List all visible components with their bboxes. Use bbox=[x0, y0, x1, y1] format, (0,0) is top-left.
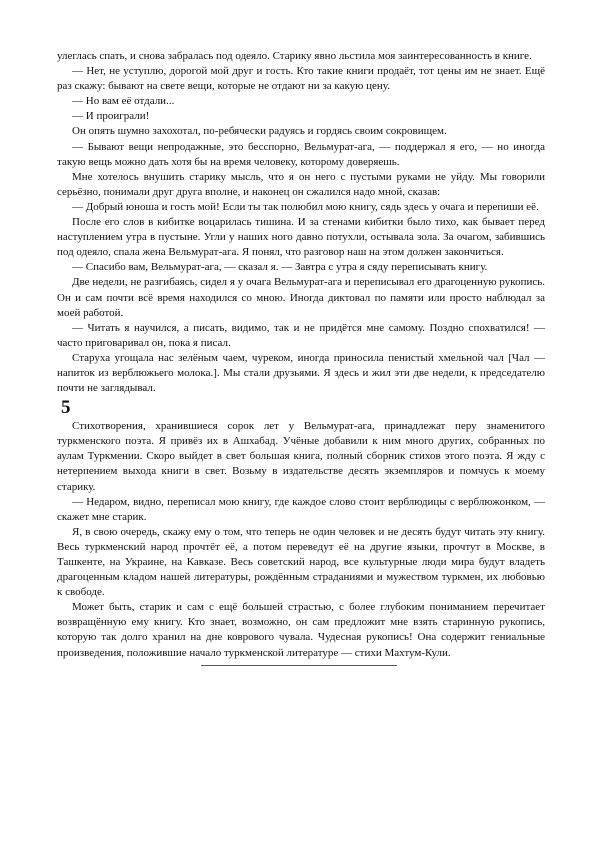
paragraph: — Нет, не уступлю, дорогой мой друг и гость. Кто такие книги продаёт, тот цены им не знает. Ещё раз скажу: бывают на свете вещи, которые не отдают ни за какую цену. bbox=[57, 65, 545, 93]
paragraph: улеглась спать, и снова забралась под одеяло. Старику явно льстила моя заинтересованность в книге. bbox=[57, 50, 532, 62]
paragraph: Стихотворения, хранившиеся сорок лет у Вельмурат-ага, принадлежат перу знаменитого туркменского поэта. Я привёз их в Ашхабад. Учёные добавили к ним много других, собранных по аулам Туркмении. Скоро выйдет в свет большая книга, полный сборник стихов этого поэта. Я жду с нетерпением выхода книги в свет. Возьму в издательстве десять экземпляров и помчусь к моему старику. bbox=[57, 420, 545, 493]
chapter-4-ending bbox=[57, 49, 545, 396]
document-page bbox=[57, 49, 545, 666]
paragraph: — Но вам её отдали... bbox=[72, 95, 175, 108]
paragraph: — Недаром, видно, переписал мою книгу, где каждое слово стоит верблюдицы с верблюжонком, — скажет мне старик. bbox=[57, 495, 545, 523]
paragraph: — Спасибо вам, Вельмурат-ага, — сказал я. — Завтра с утра я сяду переписывать книгу. bbox=[72, 261, 488, 274]
paragraph: — Бывают вещи непродажные, это бесспорно, Вельмурат-ага, — поддержал я его, — но иногда такую вещь можно дать хотя бы на время человеку, которому доверяешь. bbox=[57, 140, 545, 168]
end-divider bbox=[201, 665, 397, 666]
paragraph: Две недели, не разгибаясь, сидел я у очага Вельмурат-ага и переписывал его драгоценную рукопись. Он и сам почти всё время находился со мною. Иногда диктовал по памяти или просто наблюдал за моей работой. bbox=[57, 276, 545, 319]
chapter-number: 5 bbox=[61, 397, 71, 419]
paragraph: — Добрый юноша и гость мой! Если ты так полюбил мою книгу, сядь здесь у очага и перепиши её. bbox=[72, 200, 539, 213]
paragraph: Мне хотелось внушить старику мысль, что я он него с пустыми руками не уйду. Мы говорили серьёзно, понимали друг друга вполне, и наконец он сжалился надо мной, сказав: bbox=[57, 170, 545, 198]
paragraph: После его слов в кибитке воцарилась тишина. И за стенами кибитки было тихо, как бывает перед наступлением утра в пустыне. Угли у наших ного давно потухли, остывала зола. За очагом, забившись под одеяло, спала жена Вельмурат-ага. Я понял, что разговор наш на этом должен закончиться. bbox=[57, 216, 545, 259]
chapter-5-text bbox=[57, 419, 545, 661]
paragraph: Старуха угощала нас зелёным чаем, чуреком, иногда приносила пенистый хмельной чал [Чал — напиток из верблюжьего молока.]. Мы стали друзьями. Я здесь и жил эти две недели, к председателю почти не заглядывал. bbox=[57, 351, 545, 395]
paragraph: Он опять шумно захохотал, по-ребячески радуясь и гордясь своим сокровищем. bbox=[72, 125, 447, 138]
paragraph: — Читать я научился, а писать, видимо, так и не придётся мне самому. Поздно спохватился! — часто приговаривал он, пока я писал. bbox=[57, 321, 545, 349]
paragraph: — И проиграли! bbox=[72, 110, 150, 123]
paragraph: Может быть, старик и сам с ещё большей страстью, с более глубоким пониманием перечитает возвращённую ему книгу. Кто знает, возможно, он сам предложит мне взять старинную рукопись, которую так долго хранил на дне коврового чувала. Чудесная рукопись! Она содержит гениальные произведения, положившие начало туркменской литературе — стихи Махтум-Кули. bbox=[57, 601, 545, 659]
paragraph: Я, в свою очередь, скажу ему о том, что теперь не один человек и не десять будут читать эту книгу. Весь туркменский народ прочтёт её, а потом переведут её на другие языки, прочтут в Москве, в Ташкенте, на Украине, на Кавказе. Весь советский народ, все культурные люди мира будут владеть драгоценным кладом нашей литературы, рождённым страданиями и мужеством туркмен, их любовью к свободе. bbox=[57, 525, 545, 599]
